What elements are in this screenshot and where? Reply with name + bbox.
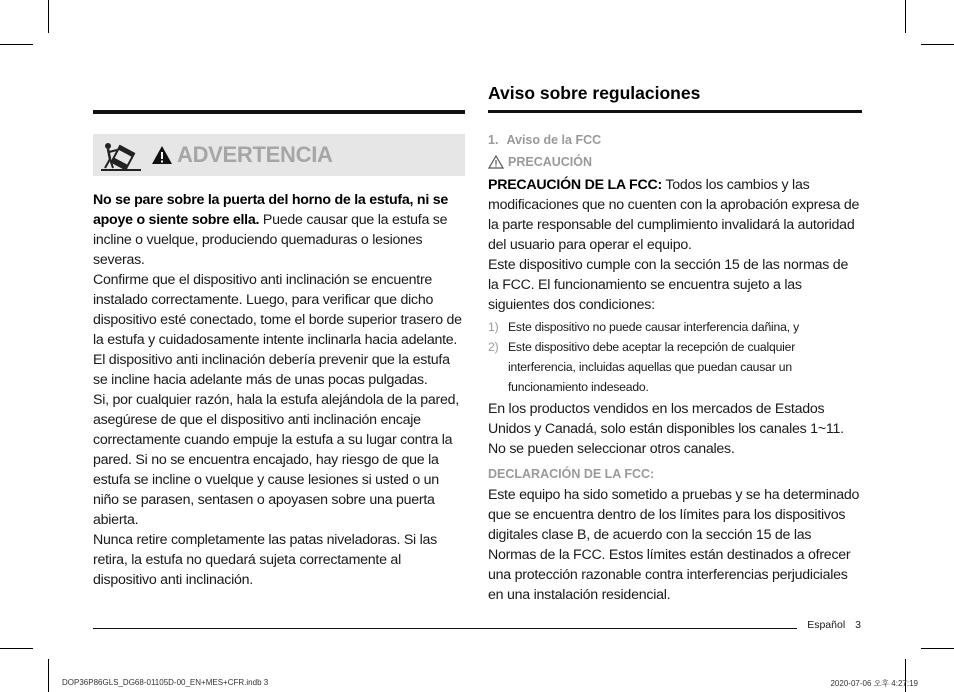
warning-banner [93,134,465,176]
tipping-stove-icon [99,137,143,173]
crop-mark [0,648,33,649]
subsection-heading [488,133,862,147]
crop-mark [905,0,906,33]
fcc-compliance-paragraph: Este dispositivo cumple con la sección 15 de las normas de la FCC. El funcionamiento se encuentra sujeto a las siguientes dos condiciones: [488,257,849,313]
fcc-caution-paragraph [488,175,862,255]
caution-triangle-icon [488,155,504,169]
subsection-number: 1. [488,133,499,147]
crop-mark [48,0,49,33]
list-number: 1) [488,320,499,334]
conditions-list [488,317,862,397]
crop-mark [0,44,33,45]
print-slug-date: 2020-07-06 오후 4:27:19 [830,679,918,688]
declaration-heading: DECLARACIÓN DE LA FCC: [488,467,655,481]
list-number: 2) [488,340,499,354]
warning-paragraph [93,190,465,270]
footer-rule [93,628,861,629]
crop-mark [921,648,954,649]
section-rule [488,110,862,113]
warning-column [93,110,465,590]
list-text: Este dispositivo debe aceptar la recepción de cualquier interferencia, incluidas aquellas que puedan causar un funcionamiento indeseado. [508,340,796,394]
top-rule [93,110,465,114]
fcc-caution-rest: Todos los cambios y las modificaciones que no cuenten con la aprobación expresa de la parte responsable del cumplimiento invalidará la autoridad del usuario para operar el equipo. [488,177,860,253]
caution-heading [488,155,862,169]
regulations-column [488,82,862,605]
channels-paragraph: En los productos vendidos en los mercados de Estados Unidos y Canadá, solo están disponibles los canales 1~11. No se pueden seleccionar otros canales. [488,401,844,457]
warning-paragraph: Confirme que el dispositivo anti inclinación se encuentre instalado correctamente. Luego, para verificar que dicho dispositivo esté conectado, tome el borde superior trasero de la estufa y cuidadosamente intente inclinarla hacia adelante. El dispositivo anti inclinación debería prevenir que la estufa se incline hacia adelante más de unas pocas pulgadas. [93,272,462,388]
page-number: 3 [855,619,861,631]
footer-language: Español [807,619,846,631]
section-title: Aviso sobre regulaciones [488,83,701,103]
warning-paragraph: Nunca retire completamente las patas niveladoras. Si las retira, la estufa no quedará sujeta correctamente al dispositivo anti inclinación. [93,532,438,588]
list-text: Este dispositivo no puede causar interferencia dañina, y [508,320,799,334]
warning-triangle-icon [151,145,173,165]
list-item [488,317,862,337]
warning-paragraph: Si, por cualquier razón, hala la estufa alejándola de la pared, asegúrese de que el dispositivo anti inclinación encaje correctamente cuando empuje la estufa a su lugar contra la pared. Si no se encuentra encajado, hay riesgo de que la estufa se incline o vuelque y cause lesiones si usted o un niño se parasen, sentasen o apoyasen sobre una puerta abierta. [93,392,459,528]
print-slug-file: DOP36P86GLS_DG68-01105D-00_EN+MES+CFR.indb 3 [62,678,269,687]
declaration-paragraph: Este equipo ha sido sometido a pruebas y se ha determinado que se encuentra dentro de los límites para los dispositivos digitales clase B, de acuerdo con la sección 15 de las Normas de la FCC. Estos límites están destinados a ofrecer una protección razonable contra interferencias perjudiciales en una instalación residencial. [488,487,860,603]
warning-lead: No se pare sobre la puerta del horno de la estufa, ni se apoye o siente sobre ella. [93,192,448,228]
crop-mark [921,44,954,45]
subsection-title: Aviso de la FCC [506,133,602,147]
warning-lead-rest: Puede causar que la estufa se incline o vuelque, produciendo quemaduras o lesiones severas. [93,212,448,268]
caution-label: PRECAUCIÓN [508,155,593,169]
list-item [488,337,862,397]
fcc-caution-lead: PRECAUCIÓN DE LA FCC: [488,177,662,193]
page-label [797,619,861,631]
warning-title: ADVERTENCIA [177,142,333,167]
crop-mark [48,659,49,692]
